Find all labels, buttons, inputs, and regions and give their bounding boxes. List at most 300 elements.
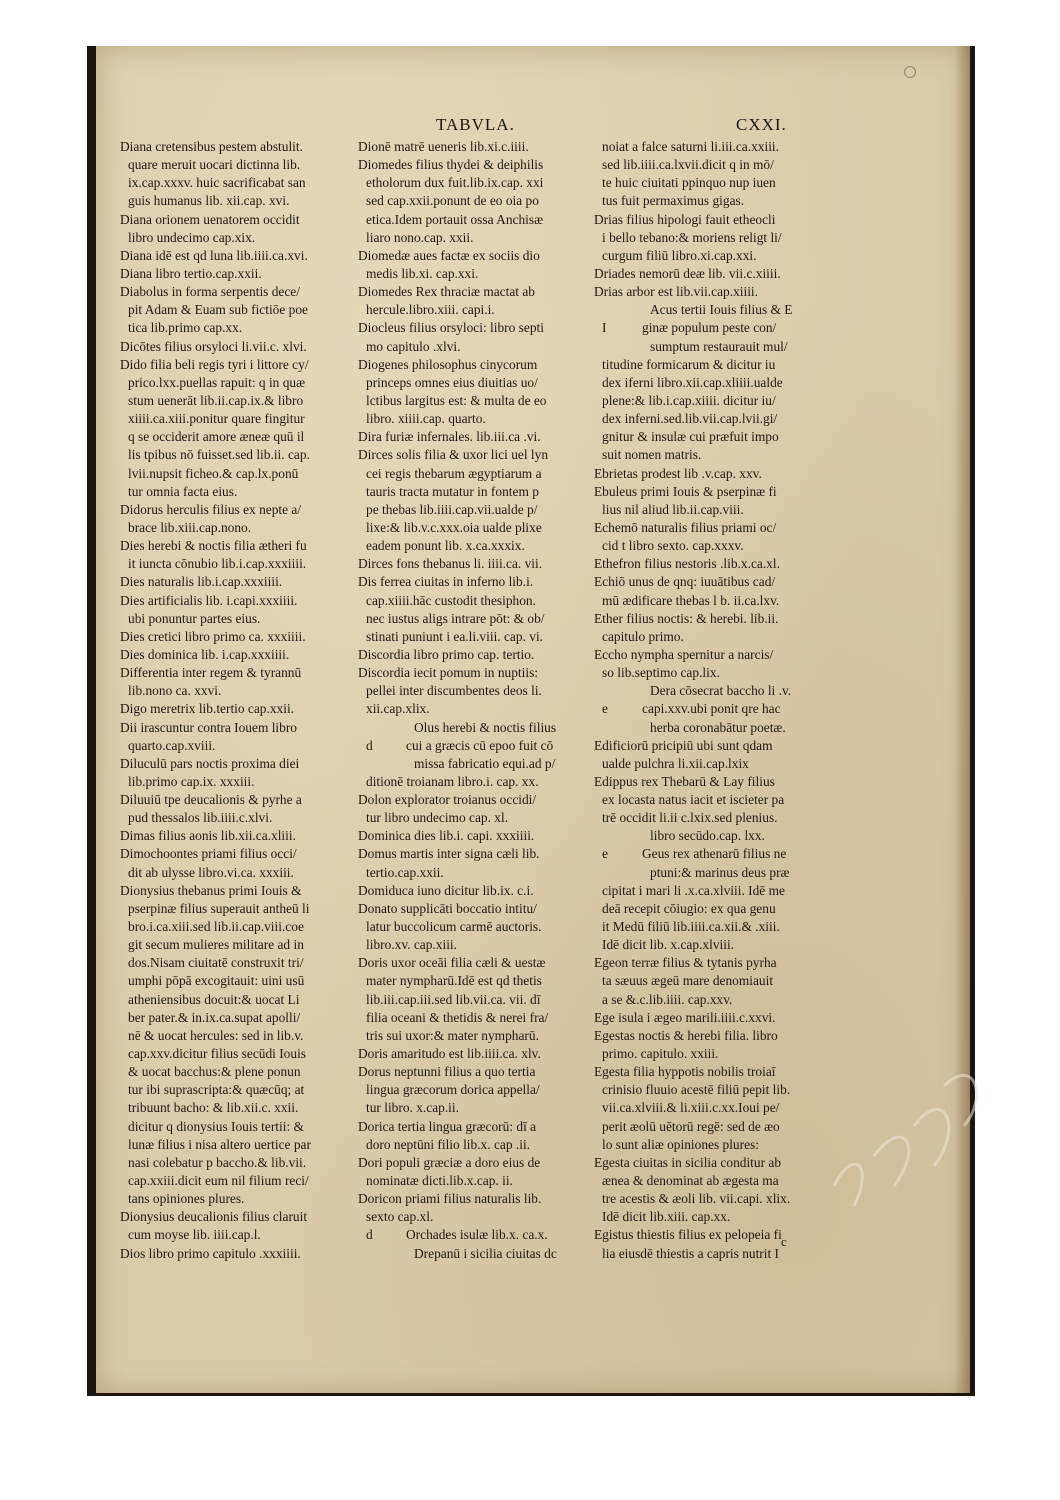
text-line-content: missa fabricatio equi.ad p/ <box>414 755 556 771</box>
text-line-content: Ethefron filius nestoris .lib.x.ca.xl. <box>594 556 780 572</box>
book-page <box>96 46 970 1393</box>
text-line <box>594 1190 830 1208</box>
text-line <box>594 446 830 464</box>
text-line-content: nē & uocat hercules: sed in lib.v. <box>128 1027 304 1043</box>
text-line-content: dos.Nisam ciuitatē construxit tri/ <box>128 955 304 971</box>
text-line <box>358 537 598 555</box>
text-line-content: lctibus largitus est: & multa de eo <box>366 392 547 408</box>
text-line-content: princeps omnes eius diuitias uo/ <box>366 374 538 390</box>
text-line <box>358 682 598 700</box>
text-line <box>594 356 830 374</box>
text-line-content: Diabolus in forma serpentis dece/ <box>120 284 300 300</box>
text-line <box>358 374 598 392</box>
text-line <box>358 138 598 156</box>
text-line-content: deā recepit cōiugio: ex qua genu <box>602 900 776 916</box>
text-line-content: Dii irascuntur contra Iouem libro <box>120 719 298 735</box>
text-line <box>594 192 830 210</box>
text-line-content: Digo meretrix lib.tertio cap.xxii. <box>120 701 295 717</box>
text-line <box>120 610 386 628</box>
text-line <box>594 392 830 410</box>
text-line-content: Dolon explorator troianus occidi/ <box>358 792 537 808</box>
text-line <box>120 519 386 537</box>
text-line-content: Geus rex athenarū filius ne <box>642 846 787 862</box>
library-stamp <box>814 1026 994 1226</box>
text-line <box>120 374 386 392</box>
text-line <box>594 592 830 610</box>
text-line-content: ænea & denominat ab ægesta ma <box>602 1173 779 1189</box>
text-line-content: Doris amaritudo est lib.iiii.ca. xlv. <box>358 1046 541 1062</box>
text-line <box>120 537 386 555</box>
text-line-content: cei regis thebarum ægyptiarum a <box>366 465 542 481</box>
text-line-content: Egesta ciuitas in sicilia conditur ab <box>594 1154 782 1170</box>
text-line <box>120 1154 386 1172</box>
text-line <box>358 755 598 773</box>
text-line-content: Dionē matrē ueneris lib.xi.c.iiii. <box>358 139 529 154</box>
text-line-content: Ebrietas prodest lib .v.cap. xxv. <box>594 465 762 481</box>
text-line-content: libro.xv. cap.xiii. <box>366 937 457 953</box>
text-line-content: Drias filius hipologi fauit ethеocli <box>594 211 776 227</box>
text-line-content: lib.nono ca. xxvi. <box>128 683 222 699</box>
text-line-content: pe thebas lib.iiii.cap.vii.ualde p/ <box>366 501 538 517</box>
text-line-content: Dies cretici libro primo ca. xxxiiii. <box>120 628 306 644</box>
text-line <box>120 156 386 174</box>
text-line <box>594 809 830 827</box>
text-line <box>120 1027 386 1045</box>
margin-letter: e <box>602 846 608 862</box>
text-line-content: ex locasta natus iacit et iscieter pa <box>602 792 785 808</box>
text-line <box>120 465 386 483</box>
text-line <box>594 918 830 936</box>
text-line-content: capitulo primo. <box>602 628 684 644</box>
text-line <box>120 1245 386 1263</box>
text-line <box>594 1009 830 1027</box>
text-line <box>594 519 830 537</box>
text-line-content: Echiō unus de qnq: iuuātibus cad/ <box>594 574 776 590</box>
text-line-content: perit æolū uētorū regē: sed de æo <box>602 1118 780 1134</box>
text-line <box>594 1245 830 1263</box>
text-line <box>594 827 830 845</box>
text-line-content: ta sæuus ægeū mare denomiauit <box>602 973 774 989</box>
text-line-content: doro neptūni filio lib.x. cap .ii. <box>366 1136 531 1152</box>
text-line <box>594 682 830 700</box>
text-line <box>594 1226 830 1244</box>
text-line-content: tribuunt bacho: & lib.xii.c. xxii. <box>128 1100 299 1116</box>
text-line <box>358 192 598 210</box>
text-line-content: ualde pulchra li.xii.cap.lxix <box>602 755 749 771</box>
text-line <box>120 1208 386 1226</box>
text-line-content: Egeon terræ filius & tytanis pyrha <box>594 955 777 971</box>
text-line <box>358 1226 598 1244</box>
text-line <box>120 682 386 700</box>
text-line <box>594 1063 830 1081</box>
text-line <box>120 864 386 882</box>
text-line <box>594 319 830 337</box>
text-line <box>594 465 830 483</box>
text-line <box>358 229 598 247</box>
text-line <box>358 501 598 519</box>
text-line <box>358 1045 598 1063</box>
text-line <box>594 537 830 555</box>
text-line-content: i bello tebano:& moriens religt li/ <box>602 229 782 245</box>
text-line <box>594 229 830 247</box>
text-line <box>120 138 386 156</box>
text-line <box>120 1009 386 1027</box>
text-line <box>594 138 830 156</box>
text-line-content: curgum filiū libro.xi.cap.xxi. <box>602 247 757 263</box>
text-line <box>594 755 830 773</box>
text-line-content: nec iustus aligs intrare pōt: & ob/ <box>366 610 545 626</box>
text-line-content: plene:& lib.i.cap.xiiii. dicitur iu/ <box>602 392 776 408</box>
text-line <box>120 1081 386 1099</box>
text-line <box>594 773 830 791</box>
text-line <box>358 573 598 591</box>
text-line-content: Dirces fons thebanus li. iiii.ca. vii. <box>358 556 543 572</box>
text-line-content: Diana cretensibus pestem abstulit. <box>120 139 303 154</box>
text-line-content: dex iferni libro.xii.cap.xliiii.ualde <box>602 374 783 390</box>
text-line <box>120 1118 386 1136</box>
text-line-content: Diana libro tertio.cap.xxii. <box>120 265 262 281</box>
text-line <box>358 719 598 737</box>
text-line-content: Dionysius thebanus primi Iouis & <box>120 882 302 898</box>
text-line <box>120 737 386 755</box>
text-line <box>120 900 386 918</box>
text-line <box>594 501 830 519</box>
text-line <box>120 882 386 900</box>
text-line <box>594 483 830 501</box>
text-line <box>594 1027 830 1045</box>
text-line <box>594 301 830 319</box>
text-line <box>358 356 598 374</box>
text-line-content: gnitur & insulæ cui præfuit impo <box>602 429 779 445</box>
text-line <box>120 918 386 936</box>
text-line-content: lib.primo cap.ix. xxxiii. <box>128 773 255 789</box>
text-line <box>358 392 598 410</box>
text-line-content: Idē dicit lib.xiii. cap.xx. <box>602 1209 731 1225</box>
text-line-content: lvii.nupsit ficheo.& cap.lx.ponū <box>128 465 299 481</box>
text-line-content: Doricon priami filius naturalis lib. <box>358 1191 542 1207</box>
text-line <box>358 610 598 628</box>
text-line-content: Diana orionem uenatorem occidit <box>120 211 300 227</box>
text-line-content: Dies dominica lib. i.cap.xxxiiii. <box>120 646 290 662</box>
text-line <box>120 174 386 192</box>
text-line <box>358 1118 598 1136</box>
folio-number: CXXI. <box>736 115 787 134</box>
text-column-1 <box>120 138 386 1263</box>
text-line-content: tus fuit permaximus gigas. <box>602 193 745 209</box>
text-line-content: Diluuiū tpe deucalionis & pyrhe a <box>120 792 302 808</box>
text-line <box>120 301 386 319</box>
text-line-content: ditionē troianam libro.i. cap. xx. <box>366 773 539 789</box>
text-line-content: xii.cap.xlix. <box>366 701 430 717</box>
text-line <box>120 483 386 501</box>
text-line <box>120 845 386 863</box>
text-line-content: so lib.septimo cap.lix. <box>602 665 720 681</box>
text-line <box>594 1081 830 1099</box>
text-line <box>594 845 830 863</box>
text-line <box>594 1136 830 1154</box>
text-line <box>594 156 830 174</box>
text-line <box>120 646 386 664</box>
text-line-content: Egesta filia hyppotis nobilis troiaī <box>594 1064 776 1080</box>
text-line <box>594 555 830 573</box>
text-line-content: cap.xiiii.hāc custodit thesiphon. <box>366 592 536 608</box>
text-line-content: cum moyse lib. iiii.cap.l. <box>128 1227 261 1243</box>
text-line <box>358 156 598 174</box>
text-line-content: Dies naturalis lib.i.cap.xxxiiii. <box>120 574 283 590</box>
text-line-content: Dies artificialis lib. i.capi.xxxiiii. <box>120 592 298 608</box>
text-line <box>358 737 598 755</box>
text-line <box>120 1190 386 1208</box>
text-line <box>358 283 598 301</box>
text-line-content: latur buccolicum carmē auctoris. <box>366 919 542 935</box>
text-line-content: mo capitulo .xlvi. <box>366 338 461 354</box>
text-line-content: Dimochoontes priami filius occi/ <box>120 846 297 862</box>
text-line-content: Dionysius deucalionis filius claruit <box>120 1209 308 1225</box>
text-line-content: Dera cōsecrat baccho li .v. <box>650 683 792 699</box>
text-line <box>594 338 830 356</box>
text-line <box>358 882 598 900</box>
text-line-content: etholorum dux fuit.lib.ix.cap. xxi <box>366 175 544 191</box>
text-line <box>358 1027 598 1045</box>
text-line <box>594 1208 830 1226</box>
text-line-content: Ether filius noctis: & herebi. lib.ii. <box>594 610 779 626</box>
text-line-content: mū ædificare thebas l b. ii.ca.lxv. <box>602 592 780 608</box>
text-line <box>120 247 386 265</box>
text-line <box>120 700 386 718</box>
text-line <box>358 864 598 882</box>
text-column-3 <box>594 138 830 1263</box>
signature-mark: c <box>781 1234 787 1249</box>
text-line-content: atheniensibus docuit:& uocat Li <box>128 991 300 1007</box>
text-line-content: Dios libro primo capitulo .xxxiiii. <box>120 1245 301 1261</box>
text-line <box>358 918 598 936</box>
text-line-content: dit ab ulysse libro.vi.ca. xxxiii. <box>128 864 294 880</box>
text-line <box>594 573 830 591</box>
text-line-content: Diana idē est qd luna lib.iiii.ca.xvi. <box>120 247 308 263</box>
text-line-content: tris sui uxor:& mater nympharū. <box>366 1027 539 1043</box>
text-line-content: Acus tertii Iouis filius & E <box>650 302 793 318</box>
text-line-content: trē occidit li.ii c.lxix.sed plenius. <box>602 810 778 826</box>
text-line <box>358 809 598 827</box>
text-line <box>358 1172 598 1190</box>
text-line <box>120 719 386 737</box>
text-line-content: pellei inter discumbentes deos li. <box>366 683 542 699</box>
text-line <box>120 773 386 791</box>
text-line <box>120 356 386 374</box>
text-line-content: Discordia libro primo cap. tertio. <box>358 646 535 662</box>
text-line-content: suit nomen matris. <box>602 447 702 463</box>
text-line-content: Idē dicit lib. x.cap.xlviii. <box>602 937 735 953</box>
text-line <box>358 628 598 646</box>
text-line-content: Drepanū i sicilia ciuitas dc <box>414 1245 557 1261</box>
text-line <box>594 664 830 682</box>
text-line <box>358 845 598 863</box>
text-line <box>120 972 386 990</box>
text-line <box>120 936 386 954</box>
text-line <box>358 174 598 192</box>
text-line <box>358 936 598 954</box>
text-line-content: Olus herebi & noctis filius <box>414 719 557 735</box>
text-line-content: Dori populi græciæ a doro eius de <box>358 1154 541 1170</box>
text-column-2 <box>358 138 598 1263</box>
text-line <box>358 211 598 229</box>
text-line <box>358 773 598 791</box>
text-line-content: Dimas filius aonis lib.xii.ca.xliii. <box>120 828 296 844</box>
text-line-content: a se &.c.lib.iiii. cap.xxv. <box>602 991 733 1007</box>
text-line <box>358 428 598 446</box>
text-line-content: medis lib.xi. cap.xxi. <box>366 265 479 281</box>
text-line <box>120 338 386 356</box>
text-line <box>594 737 830 755</box>
text-line-content: Dis ferrea ciuitas in inferno lib.i. <box>358 574 534 590</box>
text-line-content: git secum mulieres militare ad in <box>128 937 304 953</box>
text-line-content: Ege isula i ægeo marili.iiii.c.xxvi. <box>594 1009 776 1025</box>
text-line-content: nasi colebatur p baccho.& lib.vii. <box>128 1154 307 1170</box>
text-line <box>594 972 830 990</box>
text-line <box>358 555 598 573</box>
text-line <box>358 1099 598 1117</box>
text-line-content: herba coronabātur poetæ. <box>650 719 786 735</box>
text-line <box>358 991 598 1009</box>
text-line-content: Ebuleus primi Iouis & pserpinæ fi <box>594 483 777 499</box>
text-line <box>594 410 830 428</box>
text-line-content: tre acestis & æoli lib. vii.capi. xlix. <box>602 1191 791 1207</box>
text-line <box>358 247 598 265</box>
text-line-content: Driades nemorū deæ lib. vii.c.xiiii. <box>594 265 781 281</box>
text-line-content: tur omnia facta eius. <box>128 483 238 499</box>
text-line-content: cap.xxiii.dicit eum nil filium reci/ <box>128 1173 309 1189</box>
text-line <box>358 1190 598 1208</box>
text-line-content: Orchades isulæ lib.x. ca.x. <box>406 1227 548 1243</box>
text-line <box>120 555 386 573</box>
text-line-content: Domus martis inter signa cæli lib. <box>358 846 540 862</box>
text-line <box>594 428 830 446</box>
text-line <box>120 1045 386 1063</box>
text-line-content: lib.iii.cap.iii.sed lib.vii.ca. vii. dī <box>366 991 541 1007</box>
text-line <box>120 628 386 646</box>
text-line-content: dex inferni.sed.lib.vii.cap.lvii.gi/ <box>602 411 778 427</box>
text-line <box>120 501 386 519</box>
text-line <box>358 1208 598 1226</box>
text-line-content: Diomedes filius thydei & deiphilis <box>358 157 544 173</box>
text-line <box>358 265 598 283</box>
text-line <box>120 592 386 610</box>
text-line-content: tur ibi suprascripta:& quæcūq; at <box>128 1082 305 1098</box>
text-line <box>120 827 386 845</box>
text-line <box>358 1136 598 1154</box>
text-line <box>594 791 830 809</box>
text-line <box>120 573 386 591</box>
running-title: TABVLA. <box>436 115 515 134</box>
text-line-content: tans opiniones plures. <box>128 1191 245 1207</box>
text-line-content: lo sunt aliæ opiniones plures: <box>602 1136 759 1152</box>
text-line-content: Domiduca iuno dicitur lib.ix. c.i. <box>358 882 534 898</box>
text-line-content: te huic ciuitati ppinquo nup iuen <box>602 175 776 191</box>
text-line <box>594 174 830 192</box>
text-line-content: stinati puniunt i ea.li.viii. cap. vi. <box>366 628 544 644</box>
text-line <box>358 1245 598 1263</box>
text-line-content: Donato supplicāti boccatio intitu/ <box>358 900 537 916</box>
text-line-content: lia eiusdē thiestis a capris nutrit I <box>602 1245 780 1261</box>
text-line <box>594 700 830 718</box>
text-line <box>594 1172 830 1190</box>
text-line-content: hercule.libro.xiii. capi.i. <box>366 302 495 318</box>
text-line <box>120 1172 386 1190</box>
text-line-content: titudine formicarum & dicitur iu <box>602 356 776 372</box>
text-line <box>120 392 386 410</box>
text-line-content: libro secūdo.cap. lxx. <box>650 828 765 844</box>
text-line-content: xiiii.ca.xiii.ponitur quare fingitur <box>128 411 305 427</box>
text-line-content: ix.cap.xxxv. huic sacrificabat san <box>128 175 306 191</box>
text-line-content: crinisio fluuio acestē filiū pepit lib. <box>602 1082 791 1098</box>
text-line <box>358 827 598 845</box>
text-line-content: Diomedes Rex thraciæ mactat ab <box>358 284 535 300</box>
text-line <box>594 247 830 265</box>
text-line <box>120 319 386 337</box>
text-line <box>594 1154 830 1172</box>
text-line-content: ber pater.& in.ix.ca.supat apolli/ <box>128 1009 301 1025</box>
text-line <box>594 265 830 283</box>
text-line <box>120 664 386 682</box>
text-line-content: eadem ponunt lib. x.ca.xxxix. <box>366 538 525 554</box>
margin-letter: I <box>602 320 607 336</box>
text-line-content: Egistus thiestis filius ex pelopeia fi <box>594 1227 782 1243</box>
text-line <box>120 1099 386 1117</box>
text-line <box>358 646 598 664</box>
text-line <box>594 1099 830 1117</box>
text-line-content: Drias arbor est lib.vii.cap.xiiii. <box>594 284 758 300</box>
text-line <box>594 610 830 628</box>
text-line <box>120 211 386 229</box>
text-line <box>358 954 598 972</box>
text-line-content: Diomedæ aues factæ ex sociis dio <box>358 247 540 263</box>
text-line-content: Dira furiæ infernales. lib.iii.ca .vi. <box>358 429 541 445</box>
margin-letter: d <box>366 1227 373 1243</box>
text-line-content: Discordia iecit pomum in nuptiis: <box>358 665 539 681</box>
text-line-content: primo. capitulo. xxiii. <box>602 1046 719 1062</box>
text-line <box>120 428 386 446</box>
text-line <box>358 1009 598 1027</box>
text-line-content: stum uenerāt lib.ii.cap.ix.& libro <box>128 392 304 408</box>
text-line-content: Dido filia beli regis tyri i littore cy/ <box>120 356 309 372</box>
text-line-content: liaro nono.cap. xxii. <box>366 229 474 245</box>
text-line <box>358 700 598 718</box>
text-line-content: it iuncta cōnubio lib.i.cap.xxxiiii. <box>128 556 307 572</box>
text-line-content: dicitur q dionysius Iouis tertii: & <box>128 1118 304 1134</box>
text-line <box>358 1081 598 1099</box>
text-line-content: Dies herebi & noctis filia ætheri fu <box>120 538 307 554</box>
text-line <box>120 229 386 247</box>
text-line-content: Dorus neptunni filius a quo tertia <box>358 1064 536 1080</box>
text-line-content: etica.Idem portauit ossa Anchisæ <box>366 211 544 227</box>
text-line-content: pit Adam & Euam sub fictiōe poe <box>128 302 308 318</box>
text-line-content: nominatæ dicti.lib.x.cap. ii. <box>366 1173 513 1189</box>
text-line <box>358 301 598 319</box>
text-line-content: lixe:& lib.v.c.xxx.oia ualde plixe <box>366 519 542 535</box>
text-line-content: Egestas noctis & herebi filia. libro <box>594 1027 778 1043</box>
text-line <box>594 900 830 918</box>
text-line-content: Dorica tertia lingua græcorū: dī a <box>358 1118 537 1134</box>
text-line-content: pserpinæ filius superauit antheū li <box>128 900 310 916</box>
text-line <box>120 410 386 428</box>
text-line <box>120 809 386 827</box>
text-line-content: lius nil aliud lib.ii.cap.viii. <box>602 501 744 517</box>
text-line-content: Dominica dies lib.i. capi. xxxiiii. <box>358 828 535 844</box>
text-line <box>358 1154 598 1172</box>
text-line-content: sumptum restaurauit mul/ <box>650 338 788 354</box>
text-line-content: Doris uxor oceāi filia cæli & uestæ <box>358 955 546 971</box>
text-line <box>120 1226 386 1244</box>
